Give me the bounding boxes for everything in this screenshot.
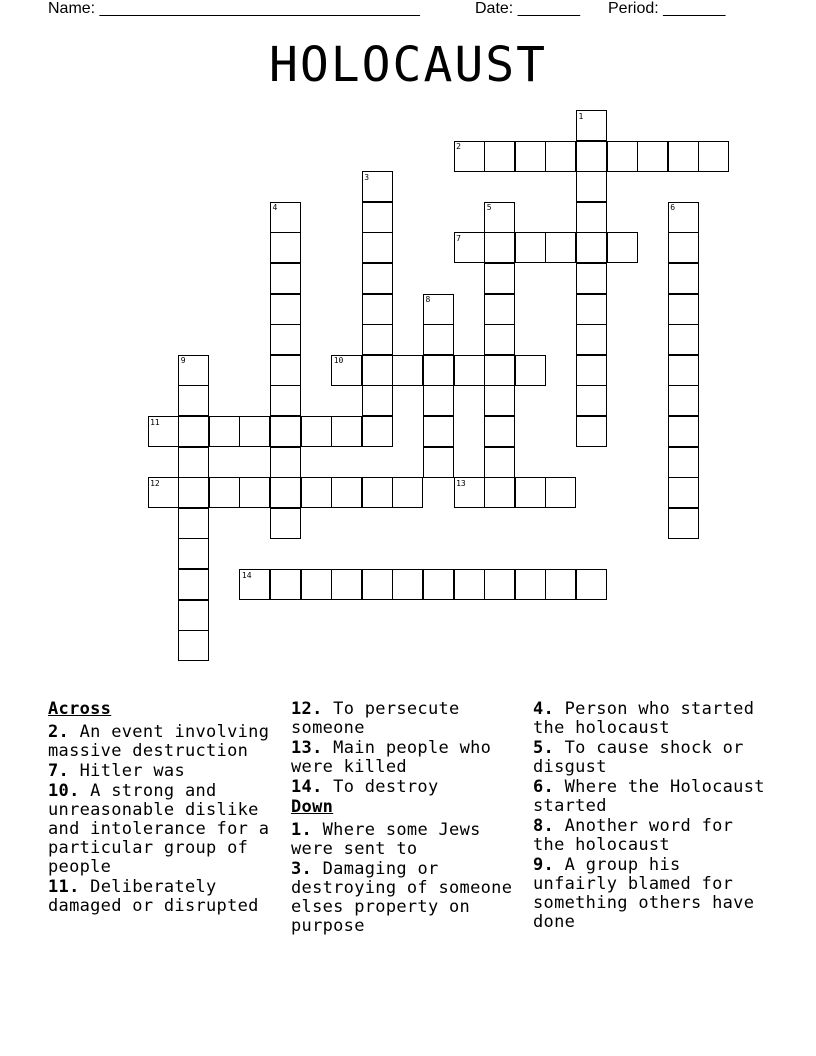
grid-cell[interactable]: [668, 385, 699, 416]
grid-cell[interactable]: [576, 355, 607, 386]
grid-cell[interactable]: [668, 447, 699, 478]
grid-cell[interactable]: [576, 110, 607, 141]
grid-cell[interactable]: [270, 416, 301, 447]
grid-cell[interactable]: [576, 324, 607, 355]
clue-across-12: 12. To persecute someone: [291, 699, 460, 738]
grid-cell[interactable]: [576, 171, 607, 202]
clue-across-11: 11. Deliberately damaged or disrupted: [48, 877, 259, 916]
grid-cell[interactable]: [423, 294, 454, 325]
grid-cell[interactable]: [454, 477, 485, 508]
name-field: Name: ____________________________________: [48, 0, 420, 17]
grid-cell[interactable]: [454, 232, 485, 263]
grid-cell[interactable]: [484, 447, 515, 478]
date-field: Date: _______: [475, 0, 580, 17]
grid-cell[interactable]: [423, 385, 454, 416]
grid-cell[interactable]: [423, 569, 454, 600]
clue-number: 13: [456, 478, 466, 488]
grid-cell[interactable]: [270, 355, 301, 386]
grid-cell[interactable]: [484, 141, 515, 172]
clue-number: 4: [272, 203, 278, 213]
grid-cell[interactable]: [178, 569, 209, 600]
grid-cell[interactable]: [576, 232, 607, 263]
grid-cell[interactable]: [576, 385, 607, 416]
clue-across-10: 10. A strong and unreasonable dislike and intolerance for a particular group of people: [48, 781, 270, 877]
grid-cell[interactable]: [270, 569, 301, 600]
grid-cell[interactable]: [484, 416, 515, 447]
clue-across-7: 7. Hitler was: [48, 761, 185, 781]
grid-cell[interactable]: [576, 141, 607, 172]
grid-cell[interactable]: [454, 141, 485, 172]
grid-cell[interactable]: [423, 416, 454, 447]
grid-cell[interactable]: [607, 141, 638, 172]
grid-cell[interactable]: [545, 477, 576, 508]
grid-cell[interactable]: [576, 569, 607, 600]
clue-number: 2: [456, 142, 461, 152]
grid-cell[interactable]: [301, 569, 332, 600]
grid-cell[interactable]: [178, 600, 209, 631]
grid-cell[interactable]: [484, 385, 515, 416]
grid-cell[interactable]: [668, 263, 699, 294]
grid-cell[interactable]: [270, 447, 301, 478]
grid-cell[interactable]: [668, 324, 699, 355]
grid-cell[interactable]: [515, 477, 546, 508]
grid-cell[interactable]: [668, 477, 699, 508]
grid-cell[interactable]: [668, 416, 699, 447]
clue-across-14: 14. To destroy: [291, 777, 439, 797]
clue-down-4: 4. Person who started the holocaust: [533, 699, 755, 738]
clue-down-6: 6. Where the Holocaust started: [533, 777, 765, 816]
grid-cell[interactable]: [362, 294, 393, 325]
grid-cell[interactable]: [209, 477, 240, 508]
grid-cell[interactable]: [362, 171, 393, 202]
grid-cell[interactable]: [392, 569, 423, 600]
grid-cell[interactable]: [178, 355, 209, 386]
clue-number: 11: [150, 417, 160, 427]
grid-cell[interactable]: [270, 263, 301, 294]
grid-cell[interactable]: [239, 569, 270, 600]
grid-cell[interactable]: [331, 355, 362, 386]
clue-number: 7: [456, 233, 461, 243]
grid-cell[interactable]: [668, 232, 699, 263]
grid-cell[interactable]: [362, 232, 393, 263]
grid-cell[interactable]: [362, 263, 393, 294]
grid-cell[interactable]: [392, 477, 423, 508]
clue-number: 9: [180, 356, 186, 366]
clue-down-8: 8. Another word for the holocaust: [533, 816, 734, 855]
grid-cell[interactable]: [484, 477, 515, 508]
grid-cell[interactable]: [637, 141, 668, 172]
grid-cell[interactable]: [331, 477, 362, 508]
grid-cell[interactable]: [331, 569, 362, 600]
grid-cell[interactable]: [423, 355, 454, 386]
grid-cell[interactable]: [515, 569, 546, 600]
clue-number: 3: [364, 172, 370, 182]
clue-across-2: 2. An event involving massive destruction: [48, 722, 270, 761]
grid-cell[interactable]: [484, 569, 515, 600]
grid-cell[interactable]: [668, 294, 699, 325]
grid-cell[interactable]: [178, 630, 209, 661]
grid-cell[interactable]: [178, 508, 209, 539]
grid-cell[interactable]: [148, 416, 179, 447]
grid-cell[interactable]: [270, 385, 301, 416]
grid-cell[interactable]: [668, 508, 699, 539]
clue-number: 8: [425, 295, 431, 305]
grid-cell[interactable]: [148, 477, 179, 508]
grid-cell[interactable]: [362, 202, 393, 233]
grid-cell[interactable]: [362, 569, 393, 600]
grid-cell[interactable]: [484, 202, 515, 233]
grid-cell[interactable]: [515, 232, 546, 263]
grid-cell[interactable]: [423, 447, 454, 478]
grid-cell[interactable]: [209, 416, 240, 447]
grid-cell[interactable]: [484, 232, 515, 263]
grid-cell[interactable]: [301, 416, 332, 447]
grid-cell[interactable]: [668, 141, 699, 172]
grid-cell[interactable]: [607, 232, 638, 263]
grid-cell[interactable]: [239, 416, 270, 447]
grid-cell[interactable]: [576, 294, 607, 325]
clue-down-1: 1. Where some Jews were sent to: [291, 820, 481, 859]
grid-cell[interactable]: [178, 416, 209, 447]
grid-cell[interactable]: [362, 416, 393, 447]
grid-cell[interactable]: [423, 324, 454, 355]
grid-cell[interactable]: [484, 324, 515, 355]
clue-number: 10: [333, 356, 344, 366]
grid-cell[interactable]: [178, 538, 209, 569]
clue-number: 12: [150, 478, 160, 488]
grid-cell[interactable]: [178, 447, 209, 478]
page-title: HOLOCAUST: [268, 37, 548, 93]
clue-number: 5: [486, 203, 492, 213]
across-heading: Across: [48, 699, 112, 719]
clue-number: 1: [578, 111, 584, 121]
grid-cell[interactable]: [454, 569, 485, 600]
grid-cell[interactable]: [576, 263, 607, 294]
clue-down-3: 3. Damaging or destroying of someone elses property on purpose: [291, 859, 513, 936]
grid-cell[interactable]: [362, 324, 393, 355]
grid-cell[interactable]: [270, 202, 301, 233]
grid-cell[interactable]: [362, 355, 393, 386]
grid-cell[interactable]: [362, 477, 393, 508]
grid-cell[interactable]: [576, 202, 607, 233]
clues-column-3: [533, 700, 769, 933]
grid-cell[interactable]: [178, 385, 209, 416]
grid-cell[interactable]: [301, 477, 332, 508]
grid-cell[interactable]: [545, 232, 576, 263]
clues-column-1: [48, 700, 284, 917]
grid-cell[interactable]: [331, 416, 362, 447]
grid-cell[interactable]: [668, 202, 699, 233]
grid-cell[interactable]: [362, 385, 393, 416]
grid-cell[interactable]: [270, 294, 301, 325]
clue-down-5: 5. To cause shock or disgust: [533, 738, 744, 777]
grid-cell[interactable]: [270, 508, 301, 539]
grid-cell[interactable]: [270, 324, 301, 355]
grid-cell[interactable]: [668, 355, 699, 386]
clue-number: 14: [241, 570, 252, 580]
grid-cell[interactable]: [484, 355, 515, 386]
grid-cell[interactable]: [270, 477, 301, 508]
grid-cell[interactable]: [515, 141, 546, 172]
clue-across-13: 13. Main people who were killed: [291, 738, 492, 777]
grid-cell[interactable]: [484, 263, 515, 294]
clue-number: 6: [670, 203, 676, 213]
clues-column-2: [291, 700, 523, 937]
grid-cell[interactable]: [270, 232, 301, 263]
grid-cell[interactable]: [239, 477, 270, 508]
grid-cell[interactable]: [698, 141, 729, 172]
grid-cell[interactable]: [454, 355, 485, 386]
grid-cell[interactable]: [178, 477, 209, 508]
grid-cell[interactable]: [515, 355, 546, 386]
grid-cell[interactable]: [392, 355, 423, 386]
grid-cell[interactable]: [545, 569, 576, 600]
period-field: Period: _______: [608, 0, 726, 17]
grid-cell[interactable]: [576, 416, 607, 447]
clue-down-9: 9. A group his unfairly blamed for something others have done: [533, 855, 755, 932]
grid-cell[interactable]: [484, 294, 515, 325]
grid-cell[interactable]: [545, 141, 576, 172]
down-heading: Down: [291, 797, 334, 817]
